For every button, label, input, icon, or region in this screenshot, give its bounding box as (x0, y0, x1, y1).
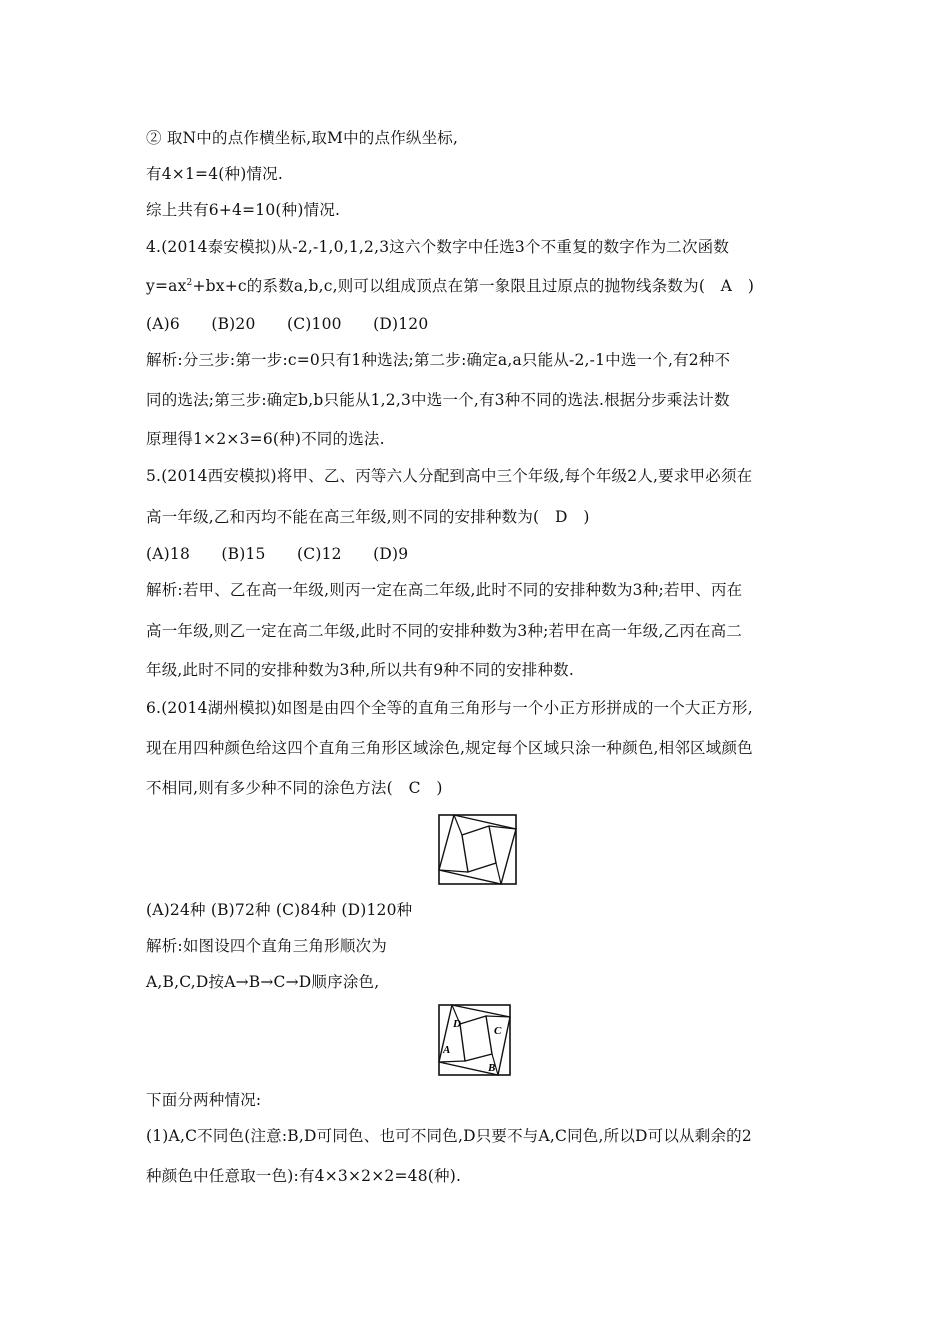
pinwheel-square-figure (438, 814, 518, 886)
case-1-line: 种颜色中任意取一色):有4×3×2×2=48(种). (146, 1167, 462, 1185)
question-6-solution: 解析:如图设四个直角三角形顺次为 (146, 937, 387, 955)
question-5-solution: 高一年级,则乙一定在高二年级,此时不同的安排种数为3种;若甲在高一年级,乙丙在高二 (146, 622, 743, 640)
question-5-options: (A)18 (B)15 (C)12 (D)9 (146, 545, 409, 563)
question-4-solution: 原理得1×2×3=6(种)不同的选法. (146, 430, 385, 448)
question-6-options: (A)24种 (B)72种 (C)84种 (D)120种 (146, 901, 413, 919)
question-5-stem-cont: 高一年级,乙和丙均不能在高三年级,则不同的安排种数为( D ) (146, 508, 590, 526)
case-1-line: (1)A,C不同色(注意:B,D可同色、也可不同色,D只要不与A,C同色,所以D可以从剩余的2 (146, 1127, 752, 1145)
text-line: 下面分两种情况: (146, 1091, 262, 1109)
question-5-stem: 5.(2014西安模拟)将甲、乙、丙等六人分配到高中三个年级,每个年级2人,要求甲必须在 (146, 467, 753, 485)
question-4-stem: 4.(2014泰安模拟)从-2,-1,0,1,2,3这六个数字中任选3个不重复的数字作为二次函数 (146, 238, 730, 256)
question-4-solution: 解析:分三步:第一步:c=0只有1种选法;第二步:确定a,a只能从-2,-1中选一个,有2种不 (146, 351, 731, 369)
question-4-stem-cont: $y=ax^2+bx+c$的系数a,b,c,则可以组成顶点在第一象限且过原点的抛物线条数为( A ) (146, 277, 755, 295)
question-6-stem: 6.(2014湖州模拟)如图是由四个全等的直角三角形与一个小正方形拼成的一个大正方形, (146, 699, 753, 717)
question-5-solution: 年级,此时不同的安排种数为3种,所以共有9种不同的安排种数. (146, 661, 575, 679)
labeled-pinwheel-figure (438, 1004, 512, 1077)
text-line: 有4×1=4(种)情况. (146, 165, 283, 183)
question-6-stem-cont: 不相同,则有多少种不同的涂色方法( C ) (146, 779, 443, 797)
question-5-solution: 解析:若甲、乙在高一年级,则丙一定在高二年级,此时不同的安排种数为3种;若甲、丙在 (146, 581, 743, 599)
region-label-c: C (494, 1025, 502, 1037)
question-6-stem-cont: 现在用四种颜色给这四个直角三角形区域涂色,规定每个区域只涂一种颜色,相邻区域颜色 (146, 739, 753, 757)
question-4-solution: 同的选法;第三步:确定b,b只能从1,2,3中选一个,有3种不同的选法.根据分步乘法计数 (146, 391, 730, 409)
region-label-d: D (453, 1018, 461, 1030)
text-line: 综上共有6+4=10(种)情况. (146, 201, 341, 219)
question-4-options: (A)6 (B)20 (C)100 (D)120 (146, 315, 429, 333)
text-line: ② 取N中的点作横坐标,取M中的点作纵坐标, (146, 129, 459, 147)
question-6-solution: A,B,C,D按A→B→C→D顺序涂色, (146, 973, 380, 991)
region-label-b: B (488, 1062, 496, 1074)
region-label-a: A (443, 1044, 451, 1056)
